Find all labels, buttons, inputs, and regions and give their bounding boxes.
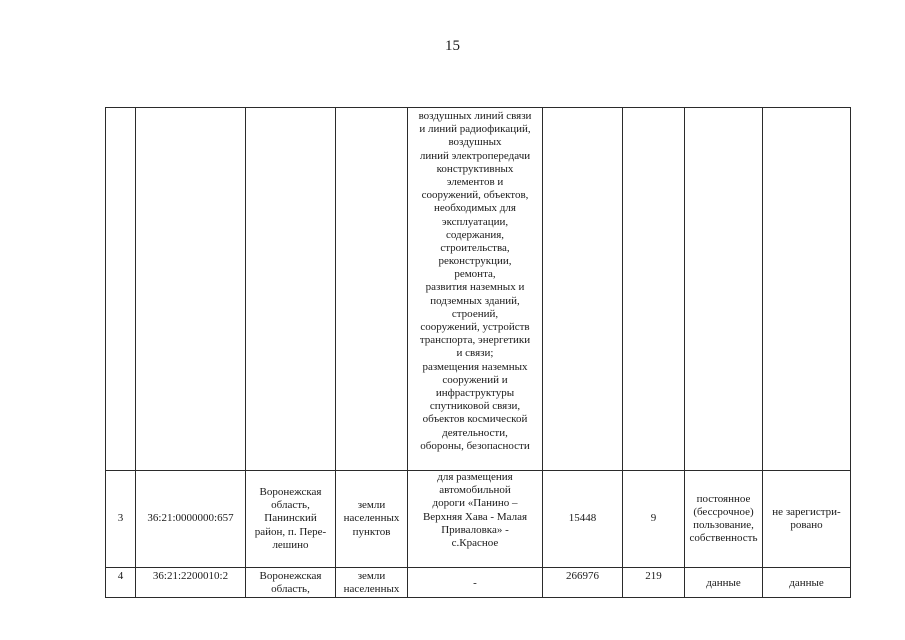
cell-count [623, 108, 685, 471]
cell-location [246, 568, 336, 598]
purpose-line: автомобильной [439, 484, 511, 497]
purpose-line: строительства, [440, 241, 510, 254]
purpose-line: с.Красное [451, 536, 499, 549]
cell-registration: данные [763, 568, 851, 598]
purpose-line: эксплуатации, [441, 215, 509, 228]
location-line: район, п. Пере- [254, 525, 327, 538]
cell-purpose: - [408, 568, 543, 598]
purpose-line: строений, [451, 307, 499, 320]
purpose-line: конструктивных [436, 162, 514, 175]
cell-category [336, 568, 408, 598]
table-row-continuation [106, 108, 851, 471]
purpose-line: транспорта, энергетики [419, 334, 531, 347]
cell-area: 266976 [543, 568, 623, 598]
cell-right [685, 471, 763, 568]
registration-line: ровано [790, 519, 823, 531]
cell-num [106, 108, 136, 471]
cell-area: 15448 [543, 471, 623, 568]
cell-category [336, 471, 408, 568]
purpose-line: Верхняя Хава - Малая [422, 510, 528, 523]
location-line: Панинский [264, 512, 317, 525]
purpose-line: ремонта, [454, 268, 496, 281]
purpose-line: сооружений, устройств [420, 321, 530, 333]
purpose-line: и связи; [456, 347, 494, 360]
purpose-line: размещения наземных [422, 360, 528, 373]
category-line: земли [357, 570, 386, 582]
category-line: земли [357, 499, 386, 512]
cell-registration [763, 108, 851, 471]
purpose-line: дороги «Панино – [432, 497, 518, 510]
category-line: пунктов [352, 525, 391, 538]
cell-cadastral [136, 108, 246, 471]
cell-area [543, 108, 623, 471]
location-line: область, [271, 499, 310, 512]
land-plots-table [105, 107, 851, 598]
purpose-line: содержания, [445, 228, 505, 241]
purpose-line: обороны, безопасности [420, 439, 530, 452]
cell-location [246, 108, 336, 471]
cell-cadastral: 36:21:0000000:657 [136, 471, 246, 568]
right-line: постоянное [696, 492, 751, 505]
right-line: (бессрочное) [693, 505, 754, 518]
purpose-line: сооружений, объектов, [421, 189, 529, 202]
category-line: населенных [343, 583, 400, 596]
right-line: собственность [689, 532, 758, 545]
cell-purpose [408, 108, 543, 471]
cell-registration [763, 471, 851, 568]
cell-location [246, 471, 336, 568]
registration-line: не зарегистри- [772, 505, 841, 518]
right-line: пользование, [693, 519, 754, 531]
purpose-line: Приваловка» - [441, 523, 509, 536]
table-row [106, 471, 851, 568]
purpose-line: сооружений и [442, 373, 508, 386]
location-line: Воронежская [259, 486, 322, 499]
purpose-line: необходимых для [434, 202, 516, 215]
purpose-line: подземных зданий, [430, 294, 520, 307]
table-row [106, 568, 851, 598]
page-number: 15 [445, 38, 460, 54]
cell-cadastral: 36:21:2200010:2 [136, 568, 246, 598]
purpose-line: воздушных линий связи [418, 110, 532, 122]
cell-category [336, 108, 408, 471]
cell-right: данные [685, 568, 763, 598]
purpose-line: для размещения [437, 471, 513, 483]
category-line: населенных [343, 512, 400, 525]
cell-count: 219 [623, 568, 685, 598]
cell-num: 4 [106, 568, 136, 598]
purpose-line: развития наземных и [425, 281, 525, 294]
purpose-line: элементов и [446, 175, 504, 188]
purpose-line: линий электропередачи [419, 149, 531, 162]
location-line: область, [271, 583, 310, 596]
purpose-line: деятельности, [442, 426, 508, 439]
purpose-line: инфраструктуры [435, 386, 515, 399]
purpose-line: объектов космической [422, 413, 528, 426]
cell-num: 3 [106, 471, 136, 568]
purpose-line: и линий радиофикаций, [419, 123, 531, 136]
location-line: лешино [272, 538, 309, 551]
location-line: Воронежская [259, 570, 322, 582]
purpose-line: реконструкции, [438, 255, 512, 268]
cell-right [685, 108, 763, 471]
cell-count: 9 [623, 471, 685, 568]
purpose-line: воздушных [448, 136, 502, 149]
cell-purpose [408, 471, 543, 568]
purpose-line: спутниковой связи, [429, 400, 521, 413]
